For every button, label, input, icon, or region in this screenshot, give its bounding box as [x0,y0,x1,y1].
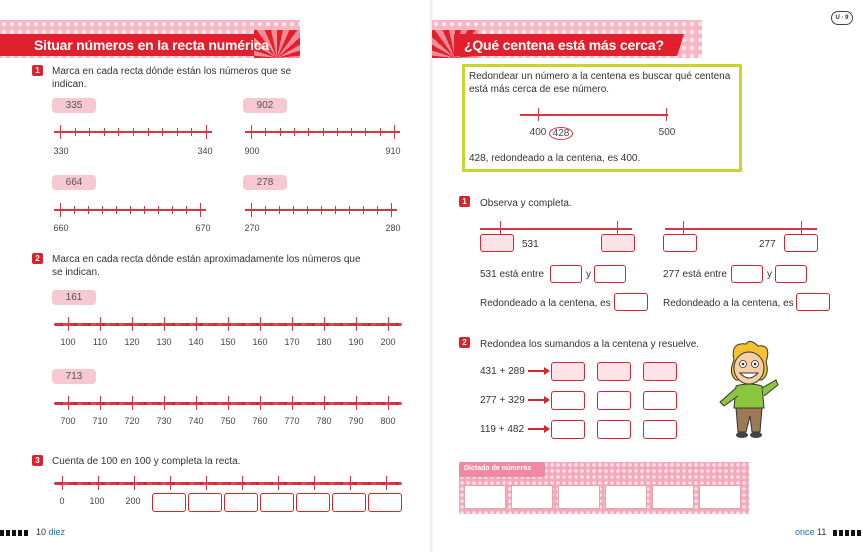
ex1-value-left: 531 [522,239,539,250]
left-page-title: Situar números en la recta numérica [34,37,269,53]
right-banner [432,20,702,58]
right-page-title: ¿Qué centena está más cerca? [464,37,664,53]
tick-mark [265,206,266,214]
exercise-2-instruction: Marca en cada recta dónde están aproximadamente los números que se indican. [52,254,361,278]
unit-badge: U · 9 [831,11,853,25]
tick-mark [62,476,63,490]
tick-label: 160 [252,337,268,347]
tick-mark [279,206,280,214]
line-end-label: 910 [385,146,401,156]
answer-box[interactable] [784,234,818,252]
tick-mark [278,476,279,490]
line-start-label: 660 [53,223,69,233]
tick-mark [351,128,352,136]
answer-box[interactable] [597,362,631,381]
tick-mark [394,125,395,139]
tick-label: 730 [156,416,172,426]
tick-mark [134,476,135,490]
answer-box[interactable] [368,493,402,512]
target-box: 713 [52,369,96,384]
and-text: y [767,269,772,280]
tick-mark [251,125,252,139]
and-text: y [586,269,591,280]
answer-box[interactable] [775,265,807,283]
tick-mark [132,317,133,331]
tick-mark [380,128,381,136]
tick-label: 750 [220,416,236,426]
exercise-2-number: 2 [32,253,43,264]
answer-box[interactable] [594,265,626,283]
tick-mark [324,396,325,410]
tick-mark [292,396,293,410]
tick-mark [162,128,163,136]
answer-box[interactable] [188,493,222,512]
tick-mark [386,476,387,490]
dictation-cell[interactable] [699,485,741,509]
page-word: once [795,527,815,537]
tick-mark [172,206,173,214]
tick-mark [164,317,165,331]
tick-mark [75,128,76,136]
info-label-400: 400 [529,127,547,138]
sum-expression: 119 + 482 [480,424,525,435]
left-banner [0,20,300,58]
tick-label: 120 [124,337,140,347]
target-box: 161 [52,290,96,305]
tick-label: 760 [252,416,268,426]
target-box: 664 [52,175,96,190]
tick-mark [377,206,378,214]
right-footer [795,527,826,537]
tick-mark [349,206,350,214]
answer-box[interactable] [332,493,366,512]
tick-mark [335,206,336,214]
tick-mark [191,128,192,136]
left-footer [36,527,65,537]
left-page [0,0,430,552]
answer-box[interactable] [551,420,585,439]
line-start-label: 270 [244,223,260,233]
tick-mark [365,128,366,136]
target-box: 278 [243,175,287,190]
tick-mark [242,476,243,490]
tick-mark [200,203,201,217]
tick-mark [321,206,322,214]
tick-mark [324,317,325,331]
tick-mark [251,203,252,217]
page-fold [430,0,433,552]
answer-box[interactable] [551,362,585,381]
tick-label: 100 [89,496,105,506]
tick-mark [133,128,134,136]
tick-mark [60,125,61,139]
tick-label: 790 [348,416,364,426]
tick-mark [260,317,261,331]
tick-mark [100,396,101,410]
boy-illustration [716,340,782,440]
between-text: 531 está entre [480,269,544,280]
answer-box[interactable] [152,493,186,512]
dictation-cell[interactable] [511,485,553,509]
tick-label: 710 [92,416,108,426]
dictation-cell[interactable] [652,485,694,509]
page-number: 10 [36,527,47,537]
sum-expression: 431 + 289 [480,366,525,377]
tick-mark [68,396,69,410]
tick-mark [307,206,308,214]
tick-label: 140 [188,337,204,347]
page-word: diez [48,527,66,537]
rounded-text: Redondeado a la centena, es [480,298,611,309]
tick-mark [158,206,159,214]
tick-mark [314,476,315,490]
line-start-label: 900 [244,146,260,156]
tick-mark [337,128,338,136]
tick-mark [260,396,261,410]
tick-label: 780 [316,416,332,426]
tick-mark [228,396,229,410]
dictation-cell[interactable] [464,485,506,509]
answer-box[interactable] [643,420,677,439]
tick-label: 150 [220,337,236,347]
tick-mark [363,206,364,214]
answer-box[interactable] [601,234,635,252]
between-text: 277 está entre [663,269,727,280]
answer-box[interactable] [643,391,677,410]
tick-mark [308,128,309,136]
dictation-title: Dictado de números [464,465,532,472]
tick-label: 200 [380,337,396,347]
dictation-tab [459,462,545,477]
exercise-3-number: 3 [32,455,43,466]
right-exercise-2-instruction: Redondea los sumandos a la centena y resuelve. [480,339,700,350]
sum-expression: 277 + 329 [480,395,525,406]
tick-mark [186,206,187,214]
tick-label: 700 [60,416,76,426]
footer-dash [833,530,863,536]
tick-label: 720 [124,416,140,426]
tick-label: 180 [316,337,332,347]
tick-mark [102,206,103,214]
tick-mark [104,128,105,136]
exercise-1-instruction: Marca en cada recta dónde están los números que se indican. [52,66,292,90]
tick-mark [116,206,117,214]
answer-box[interactable] [597,391,631,410]
arrow-head-icon [544,396,550,404]
tick-mark [356,396,357,410]
number-line [480,228,632,230]
tick-mark [74,206,75,214]
ex1-value-right: 277 [759,239,776,250]
tick-label: 110 [92,337,108,347]
info-label-428: 428 [549,127,573,140]
info-text: Redondear un número a la centena es buscar qué centena está más cerca de ese número. [469,71,731,95]
line-end-label: 280 [385,223,401,233]
tick-label: 770 [284,416,300,426]
tick-mark [118,128,119,136]
tick-mark [388,396,389,410]
tick-mark [144,206,145,214]
tick-mark [68,317,69,331]
tick-mark [391,203,392,217]
info-label-500: 500 [658,127,676,138]
line-end-label: 340 [197,146,213,156]
answer-box[interactable] [296,493,330,512]
answer-box[interactable] [614,293,648,311]
tick-mark [265,128,266,136]
answer-box[interactable] [643,362,677,381]
target-box: 335 [52,98,96,113]
info-number-line [520,114,668,116]
tick-mark [294,128,295,136]
tick-label: 0 [59,496,65,506]
tick-mark [130,206,131,214]
tick-label: 130 [156,337,172,347]
tick-mark [196,396,197,410]
tick-mark [280,128,281,136]
tick-mark [88,206,89,214]
tick-label: 200 [125,496,141,506]
tick-mark [388,317,389,331]
arrow-head-icon [544,425,550,433]
answer-box[interactable] [597,420,631,439]
dictation-cell[interactable] [605,485,647,509]
tick-mark [292,317,293,331]
exercise-3-instruction: Cuenta de 100 en 100 y completa la recta. [52,456,241,467]
tick-mark [293,206,294,214]
answer-box[interactable] [480,234,514,252]
tick-mark [100,317,101,331]
line-start-label: 330 [53,146,69,156]
tick-label: 170 [284,337,300,347]
tick-mark [206,476,207,490]
line-end-label: 670 [195,223,211,233]
tick-label: 100 [60,337,76,347]
tick-mark [89,128,90,136]
tick-mark [206,125,207,139]
answer-box[interactable] [260,493,294,512]
answer-box[interactable] [796,293,830,311]
tick-mark [98,476,99,490]
tick-mark [228,317,229,331]
tick-mark [323,128,324,136]
answer-box[interactable] [731,265,763,283]
tick-mark [164,396,165,410]
tick-mark [60,203,61,217]
tick-label: 800 [380,416,396,426]
right-exercise-2-number: 2 [459,337,470,348]
number-line [665,228,817,230]
tick-mark [356,317,357,331]
arrow-head-icon [544,367,550,375]
tick-mark [148,128,149,136]
page-number: 11 [817,527,827,537]
tick-mark [132,396,133,410]
rounded-text: Redondeado a la centena, es [663,298,794,309]
tick-mark [170,476,171,490]
dictation-cell[interactable] [558,485,600,509]
answer-box[interactable] [550,265,582,283]
answer-box[interactable] [224,493,258,512]
answer-box[interactable] [663,234,697,252]
right-exercise-1-number: 1 [459,196,470,207]
tick-mark [177,128,178,136]
tick-mark [350,476,351,490]
exercise-1-number: 1 [32,65,43,76]
tick-label: 740 [188,416,204,426]
right-exercise-1-instruction: Observa y completa. [480,198,572,209]
tick-mark [196,317,197,331]
answer-box[interactable] [551,391,585,410]
footer-dash [0,530,30,536]
tick-label: 190 [348,337,364,347]
info-conclusion: 428, redondeado a la centena, es 400. [469,153,641,164]
target-box: 902 [243,98,287,113]
